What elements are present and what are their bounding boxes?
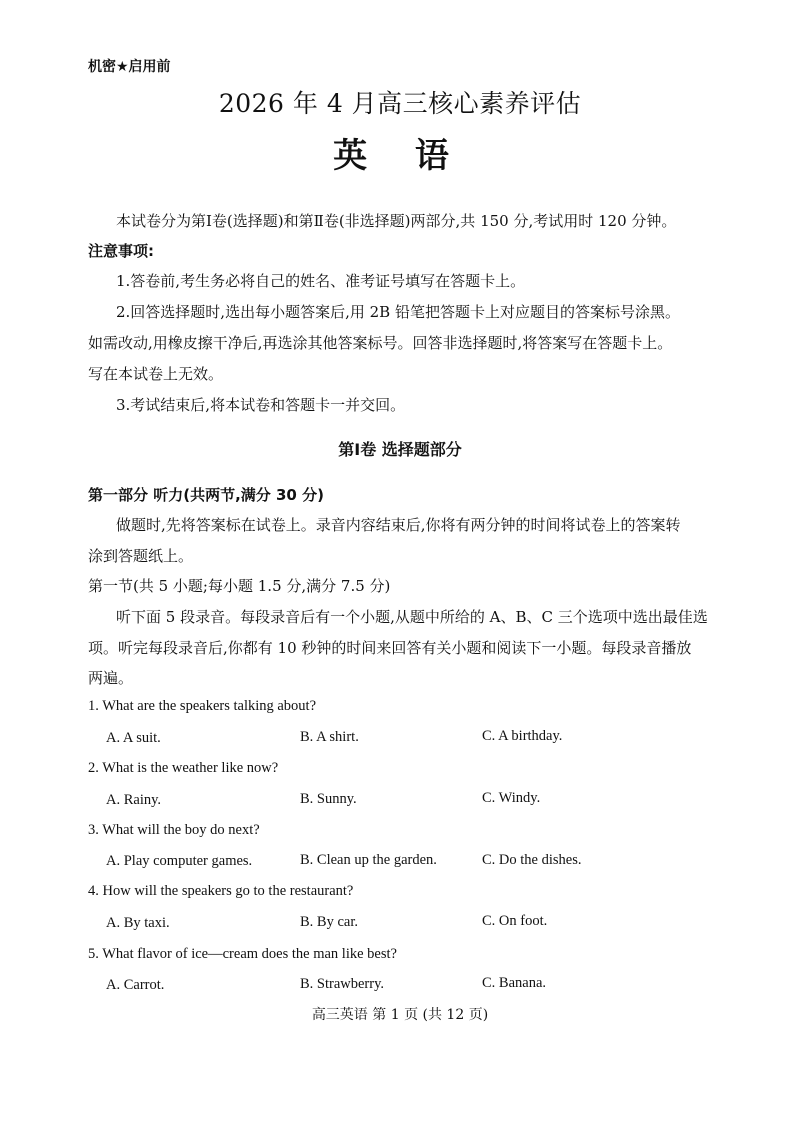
part-1-heading: 第一部分 听力(共两节,满分 30 分) bbox=[88, 486, 324, 504]
question-1-option-a: A. A suit. bbox=[106, 730, 161, 746]
question-4-option-b: B. By car. bbox=[300, 914, 358, 930]
notes-heading: 注意事项: bbox=[88, 242, 154, 260]
exam-title: 2026 年 4 月高三核心素养评估 bbox=[218, 89, 582, 118]
question-1-option-c: C. A birthday. bbox=[482, 728, 563, 744]
section-1-instruction-1: 听下面 5 段录音。每段录音后有一个小题,从题中所给的 A、B、C 三个选项中选出最佳选 bbox=[116, 608, 708, 626]
section-1-instruction-3: 两遍。 bbox=[88, 669, 134, 687]
part-1-instruction-1: 做题时,先将答案标在试卷上。录音内容结束后,你将有两分钟的时间将试卷上的答案转 bbox=[116, 516, 681, 534]
question-4: 4. How will the speakers go to the restaurant? bbox=[88, 883, 354, 899]
confidential-label: 机密★启用前 bbox=[88, 59, 171, 75]
question-3: 3. What will the boy do next? bbox=[88, 822, 260, 838]
question-4-option-a: A. By taxi. bbox=[106, 915, 170, 931]
note-2-line-3: 写在本试卷上无效。 bbox=[88, 365, 224, 383]
section-1-instruction-2: 项。听完每段录音后,你都有 10 秒钟的时间来回答有关小题和阅读下一小题。每段录音播放 bbox=[88, 639, 692, 657]
note-3: 3.考试结束后,将本试卷和答题卡一并交回。 bbox=[116, 396, 406, 414]
question-3-option-c: C. Do the dishes. bbox=[482, 852, 582, 868]
question-2-option-c: C. Windy. bbox=[482, 790, 541, 806]
volume-title: 第Ⅰ卷 选择题部分 bbox=[338, 440, 462, 459]
question-4-option-c: C. On foot. bbox=[482, 913, 548, 929]
note-2-line-1: 2.回答选择题时,选出每小题答案后,用 2B 铅笔把答题卡上对应题目的答案标号涂黑。 bbox=[116, 303, 680, 321]
question-3-option-a: A. Play computer games. bbox=[106, 853, 253, 869]
note-2-line-2: 如需改动,用橡皮擦干净后,再选涂其他答案标号。回答非选择题时,将答案写在答题卡上。 bbox=[88, 334, 673, 352]
page-footer: 高三英语 第 1 页 (共 12 页) bbox=[311, 1007, 489, 1023]
question-5-option-b: B. Strawberry. bbox=[300, 976, 385, 992]
question-5: 5. What flavor of ice—cream does the man like best? bbox=[88, 946, 397, 962]
part-1-instruction-2: 涂到答题纸上。 bbox=[88, 547, 194, 565]
question-2-option-a: A. Rainy. bbox=[106, 792, 162, 808]
section-1-heading: 第一节(共 5 小题;每小题 1.5 分,满分 7.5 分) bbox=[88, 577, 391, 595]
question-3-option-b: B. Clean up the garden. bbox=[300, 852, 437, 868]
intro-line: 本试卷分为第Ⅰ卷(选择题)和第Ⅱ卷(非选择题)两部分,共 150 分,考试用时 120 分钟。 bbox=[116, 212, 677, 230]
question-2-option-b: B. Sunny. bbox=[300, 791, 357, 807]
question-1-option-b: B. A shirt. bbox=[300, 729, 359, 745]
subject-title: 英 语 bbox=[333, 136, 467, 176]
note-1: 1.答卷前,考生务必将自己的姓名、准考证号填写在答题卡上。 bbox=[116, 272, 526, 290]
question-5-option-a: A. Carrot. bbox=[106, 977, 165, 993]
question-1: 1. What are the speakers talking about? bbox=[88, 698, 317, 714]
question-5-option-c: C. Banana. bbox=[482, 975, 547, 991]
question-2: 2. What is the weather like now? bbox=[88, 760, 279, 776]
